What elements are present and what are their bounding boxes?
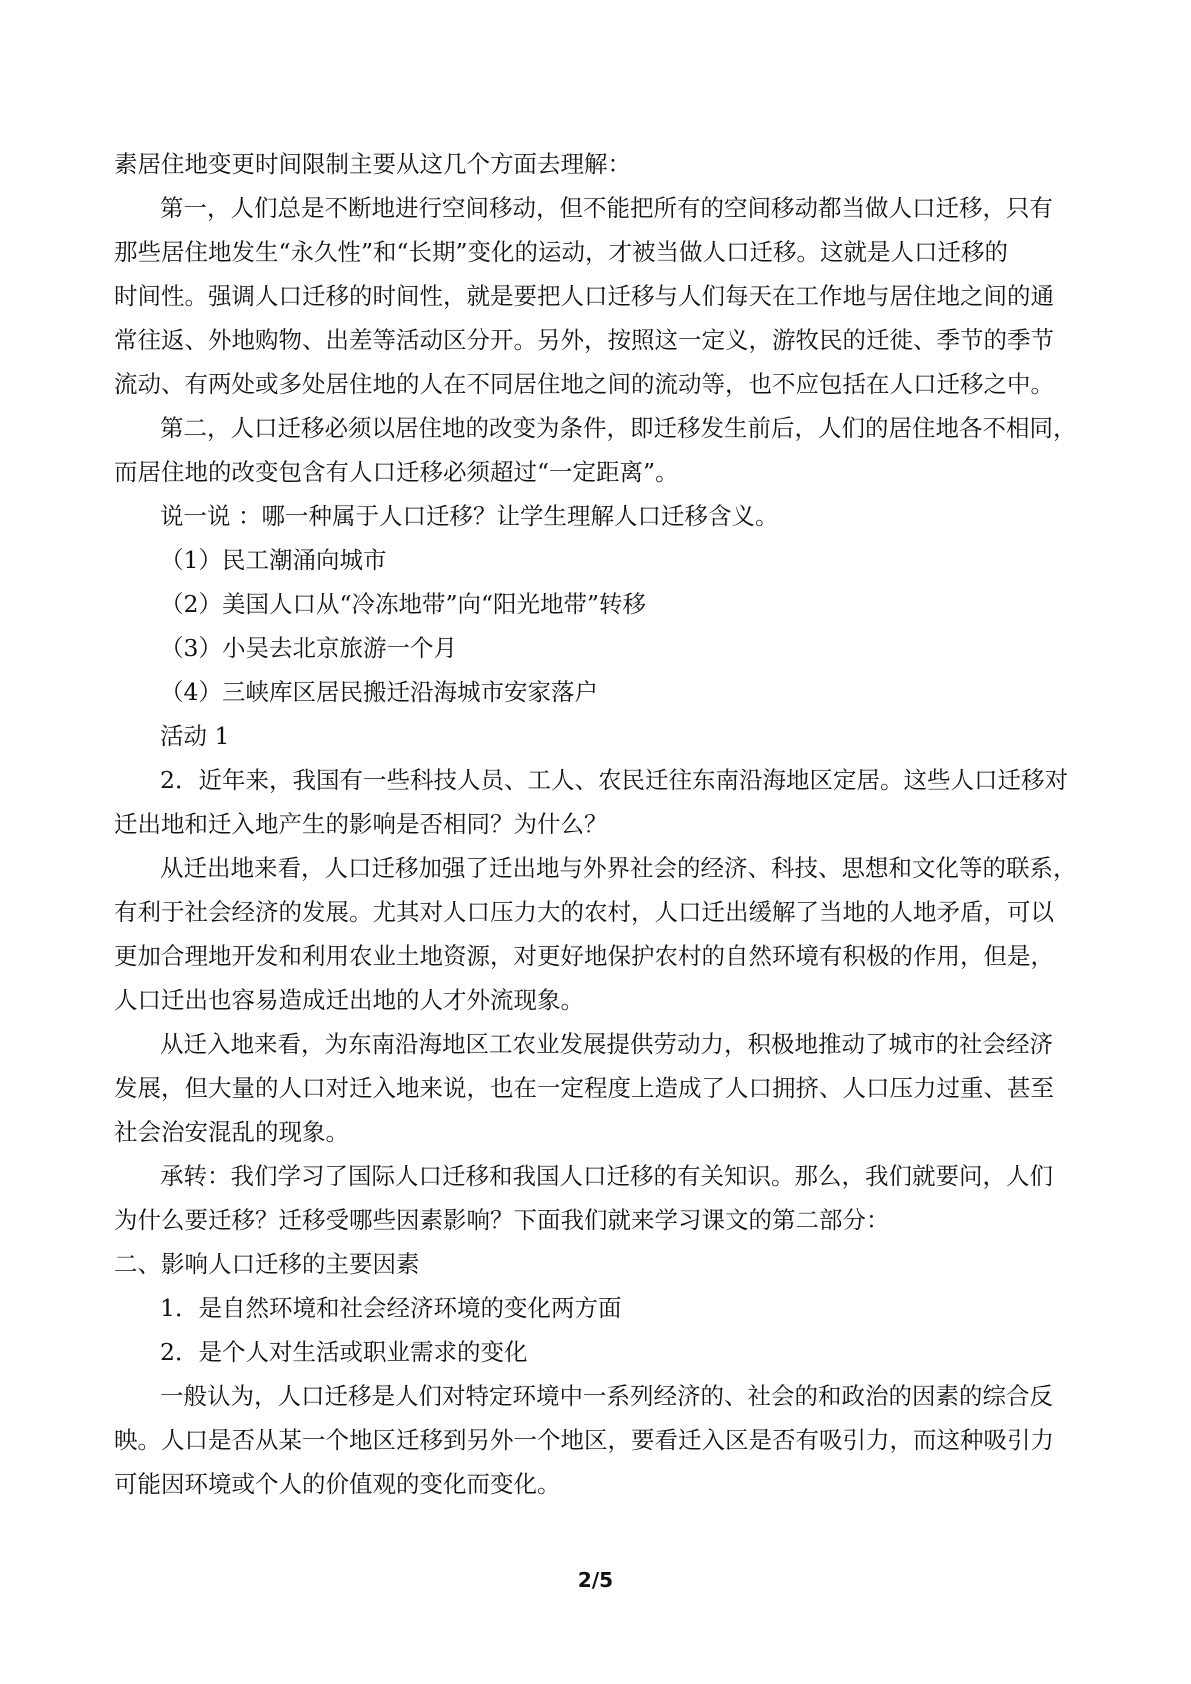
text-line [0,1154,1191,1198]
line-text: 迁出地和迁入地产生的影响是否相同？为什么？ [114,810,608,838]
text-line [0,934,1191,978]
line-text: 更加合理地开发和利用农业土地资源，对更好地保护农村的自然环境有积极的作用，但是， [114,942,1054,970]
line-text: 有利于社会经济的发展。尤其对人口压力大的农村，人口迁出缓解了当地的人地矛盾，可以 [114,898,1054,926]
text-line [0,802,1191,846]
line-text: 为什么要迁移？迁移受哪些因素影响？下面我们就来学习课文的第二部分： [114,1206,890,1234]
text-line [0,1022,1191,1066]
text-line [0,186,1191,230]
line-text: 从迁入地来看，为东南沿海地区工农业发展提供劳动力，积极地推动了城市的社会经济 [160,1030,1053,1058]
text-line [0,1374,1191,1418]
text-line [0,406,1191,450]
section-heading [0,1242,1191,1286]
line-text: 可能因环境或个人的价值观的变化而变化。 [114,1470,561,1498]
line-text: （1）民工潮涌向城市 [160,546,387,574]
line-text: 承转：我们学习了国际人口迁移和我国人口迁移的有关知识。那么，我们就要问，人们 [160,1162,1053,1190]
line-text: （3）小吴去北京旅游一个月 [160,634,457,662]
line-text: 活动 1 [160,722,230,750]
line-text: （4）三峡库区居民搬迁沿海城市安家落户 [160,678,598,706]
line-text: 人口迁出也容易造成迁出地的人才外流现象。 [114,986,584,1014]
text-line [0,1198,1191,1242]
line-text: 社会治安混乱的现象。 [114,1118,349,1146]
text-line [0,582,1191,626]
line-text: 发展，但大量的人口对迁入地来说，也在一定程度上造成了人口拥挤、人口压力过重、甚至 [114,1074,1054,1102]
line-text: 常往返、外地购物、出差等活动区分开。另外，按照这一定义，游牧民的迁徙、季节的季节 [114,326,1054,354]
line-text: 二、影响人口迁移的主要因素 [114,1250,420,1278]
text-line [0,978,1191,1022]
text-line [0,670,1191,714]
line-text: 1．是自然环境和社会经济环境的变化两方面 [160,1294,622,1322]
line-text: 一般认为，人口迁移是人们对特定环境中一系列经济的、社会的和政治的因素的综合反 [160,1382,1053,1410]
line-text: 映。人口是否从某一个地区迁移到另外一个地区，要看迁入区是否有吸引力，而这种吸引力 [114,1426,1054,1454]
text-line [0,1330,1191,1374]
text-line [0,1418,1191,1462]
line-text: 从迁出地来看，人口迁移加强了迁出地与外界社会的经济、科技、思想和文化等的联系， [160,854,1077,882]
page-number: 2/5 [577,1568,614,1592]
text-line [0,1066,1191,1110]
text-line [0,494,1191,538]
text-line [0,142,1191,186]
text-line [0,846,1191,890]
text-line [0,362,1191,406]
text-line [0,274,1191,318]
text-line [0,1110,1191,1154]
text-line [0,538,1191,582]
text-line [0,450,1191,494]
text-line [0,758,1191,802]
text-line [0,230,1191,274]
line-text: 时间性。强调人口迁移的时间性，就是要把人口迁移与人们每天在工作地与居住地之间的通 [114,282,1054,310]
line-text: 第二，人口迁移必须以居住地的改变为条件，即迁移发生前后，人们的居住地各不相同， [160,414,1077,442]
line-text: 第一，人们总是不断地进行空间移动，但不能把所有的空间移动都当做人口迁移，只有 [160,194,1053,222]
text-line [0,714,1191,758]
line-text: 素居住地变更时间限制主要从这几个方面去理解： [114,150,631,178]
text-line [0,1286,1191,1330]
line-text: 那些居住地发生“永久性”和“长期”变化的运动，才被当做人口迁移。这就是人口迁移的 [114,238,1009,266]
line-text: 2．近年来，我国有一些科技人员、工人、农民迁往东南沿海地区定居。这些人口迁移对 [160,766,1068,794]
text-line [0,626,1191,670]
line-text: 说一说 ：哪一种属于人口迁移？让学生理解人口迁移含义。 [160,502,779,530]
text-line [0,1462,1191,1506]
text-line [0,318,1191,362]
text-line [0,890,1191,934]
line-text: 2．是个人对生活或职业需求的变化 [160,1338,528,1366]
line-text: 而居住地的改变包含有人口迁移必须超过“一定距离”。 [114,458,679,486]
line-text: （2）美国人口从“冷冻地带”向“阳光地带”转移 [160,590,647,618]
line-text: 流动、有两处或多处居住地的人在不同居住地之间的流动等，也不应包括在人口迁移之中。 [114,370,1054,398]
